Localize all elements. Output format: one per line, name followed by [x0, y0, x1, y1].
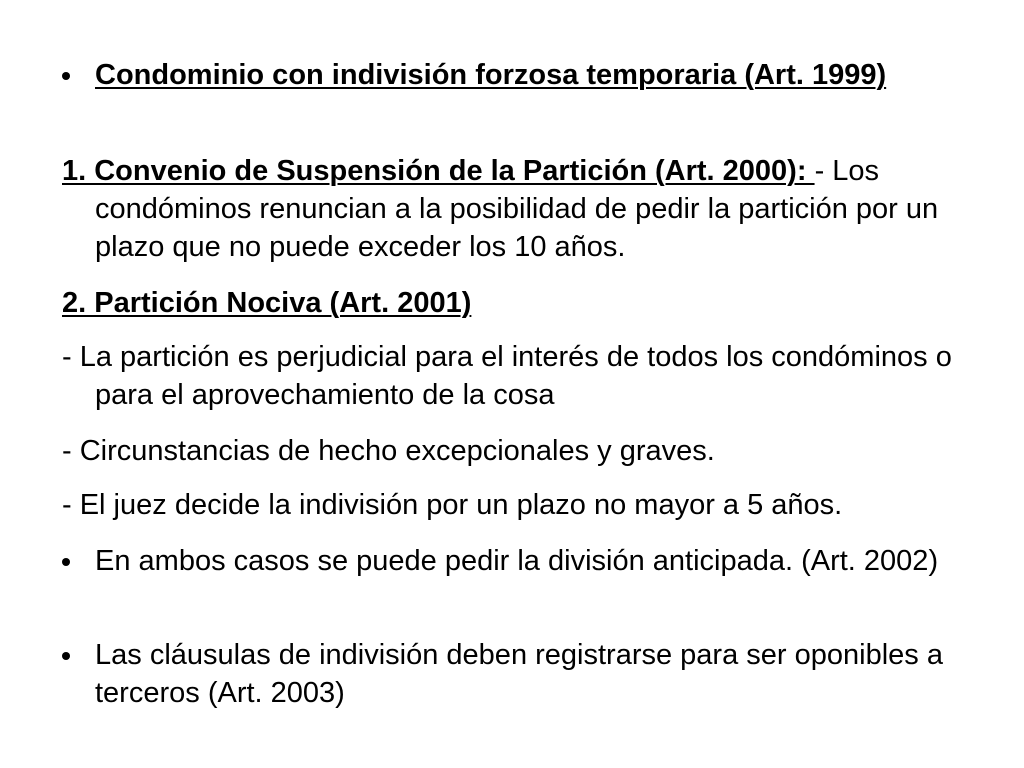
clausulas-text: Las cláusulas de indivisión deben registrarse para ser oponibles a terceros (Art. 2003): [95, 639, 943, 709]
bullet-item-clausulas: [62, 636, 992, 712]
bullet-dot-icon: [62, 558, 70, 566]
bullet-dot-icon: [62, 72, 70, 80]
bullet-dot-icon: [62, 652, 70, 660]
perjudicial-paragraph: [62, 338, 992, 414]
particion-nociva-heading: 2. Partición Nociva (Art. 2001): [62, 287, 472, 319]
convenio-paragraph: [62, 152, 992, 266]
perjudicial-text: - La partición es perjudicial para el interés de todos los condóminos o para el aprovechamiento de la cosa: [62, 341, 952, 411]
circunstancias-text: - Circunstancias de hecho excepcionales y graves.: [62, 435, 715, 467]
bullet-item-condominio: [62, 56, 992, 94]
circunstancias-paragraph: [62, 432, 992, 470]
bullet-item-ambos-casos: [62, 542, 992, 580]
condominio-title: Condominio con indivisión forzosa temporaria (Art. 1999): [95, 59, 887, 91]
convenio-heading: 1. Convenio de Suspensión de la Partición (Art. 2000):: [62, 155, 815, 187]
particion-nociva-paragraph: [62, 284, 992, 322]
ambos-casos-text: En ambos casos se puede pedir la división anticipada. (Art. 2002): [95, 545, 939, 577]
convenio-body: - Los condóminos renuncian a la posibilidad de pedir la partición por un plazo que no puede exceder los 10 años.: [95, 155, 939, 263]
juez-text: - El juez decide la indivisión por un plazo no mayor a 5 años.: [62, 489, 843, 521]
juez-paragraph: [62, 486, 992, 524]
